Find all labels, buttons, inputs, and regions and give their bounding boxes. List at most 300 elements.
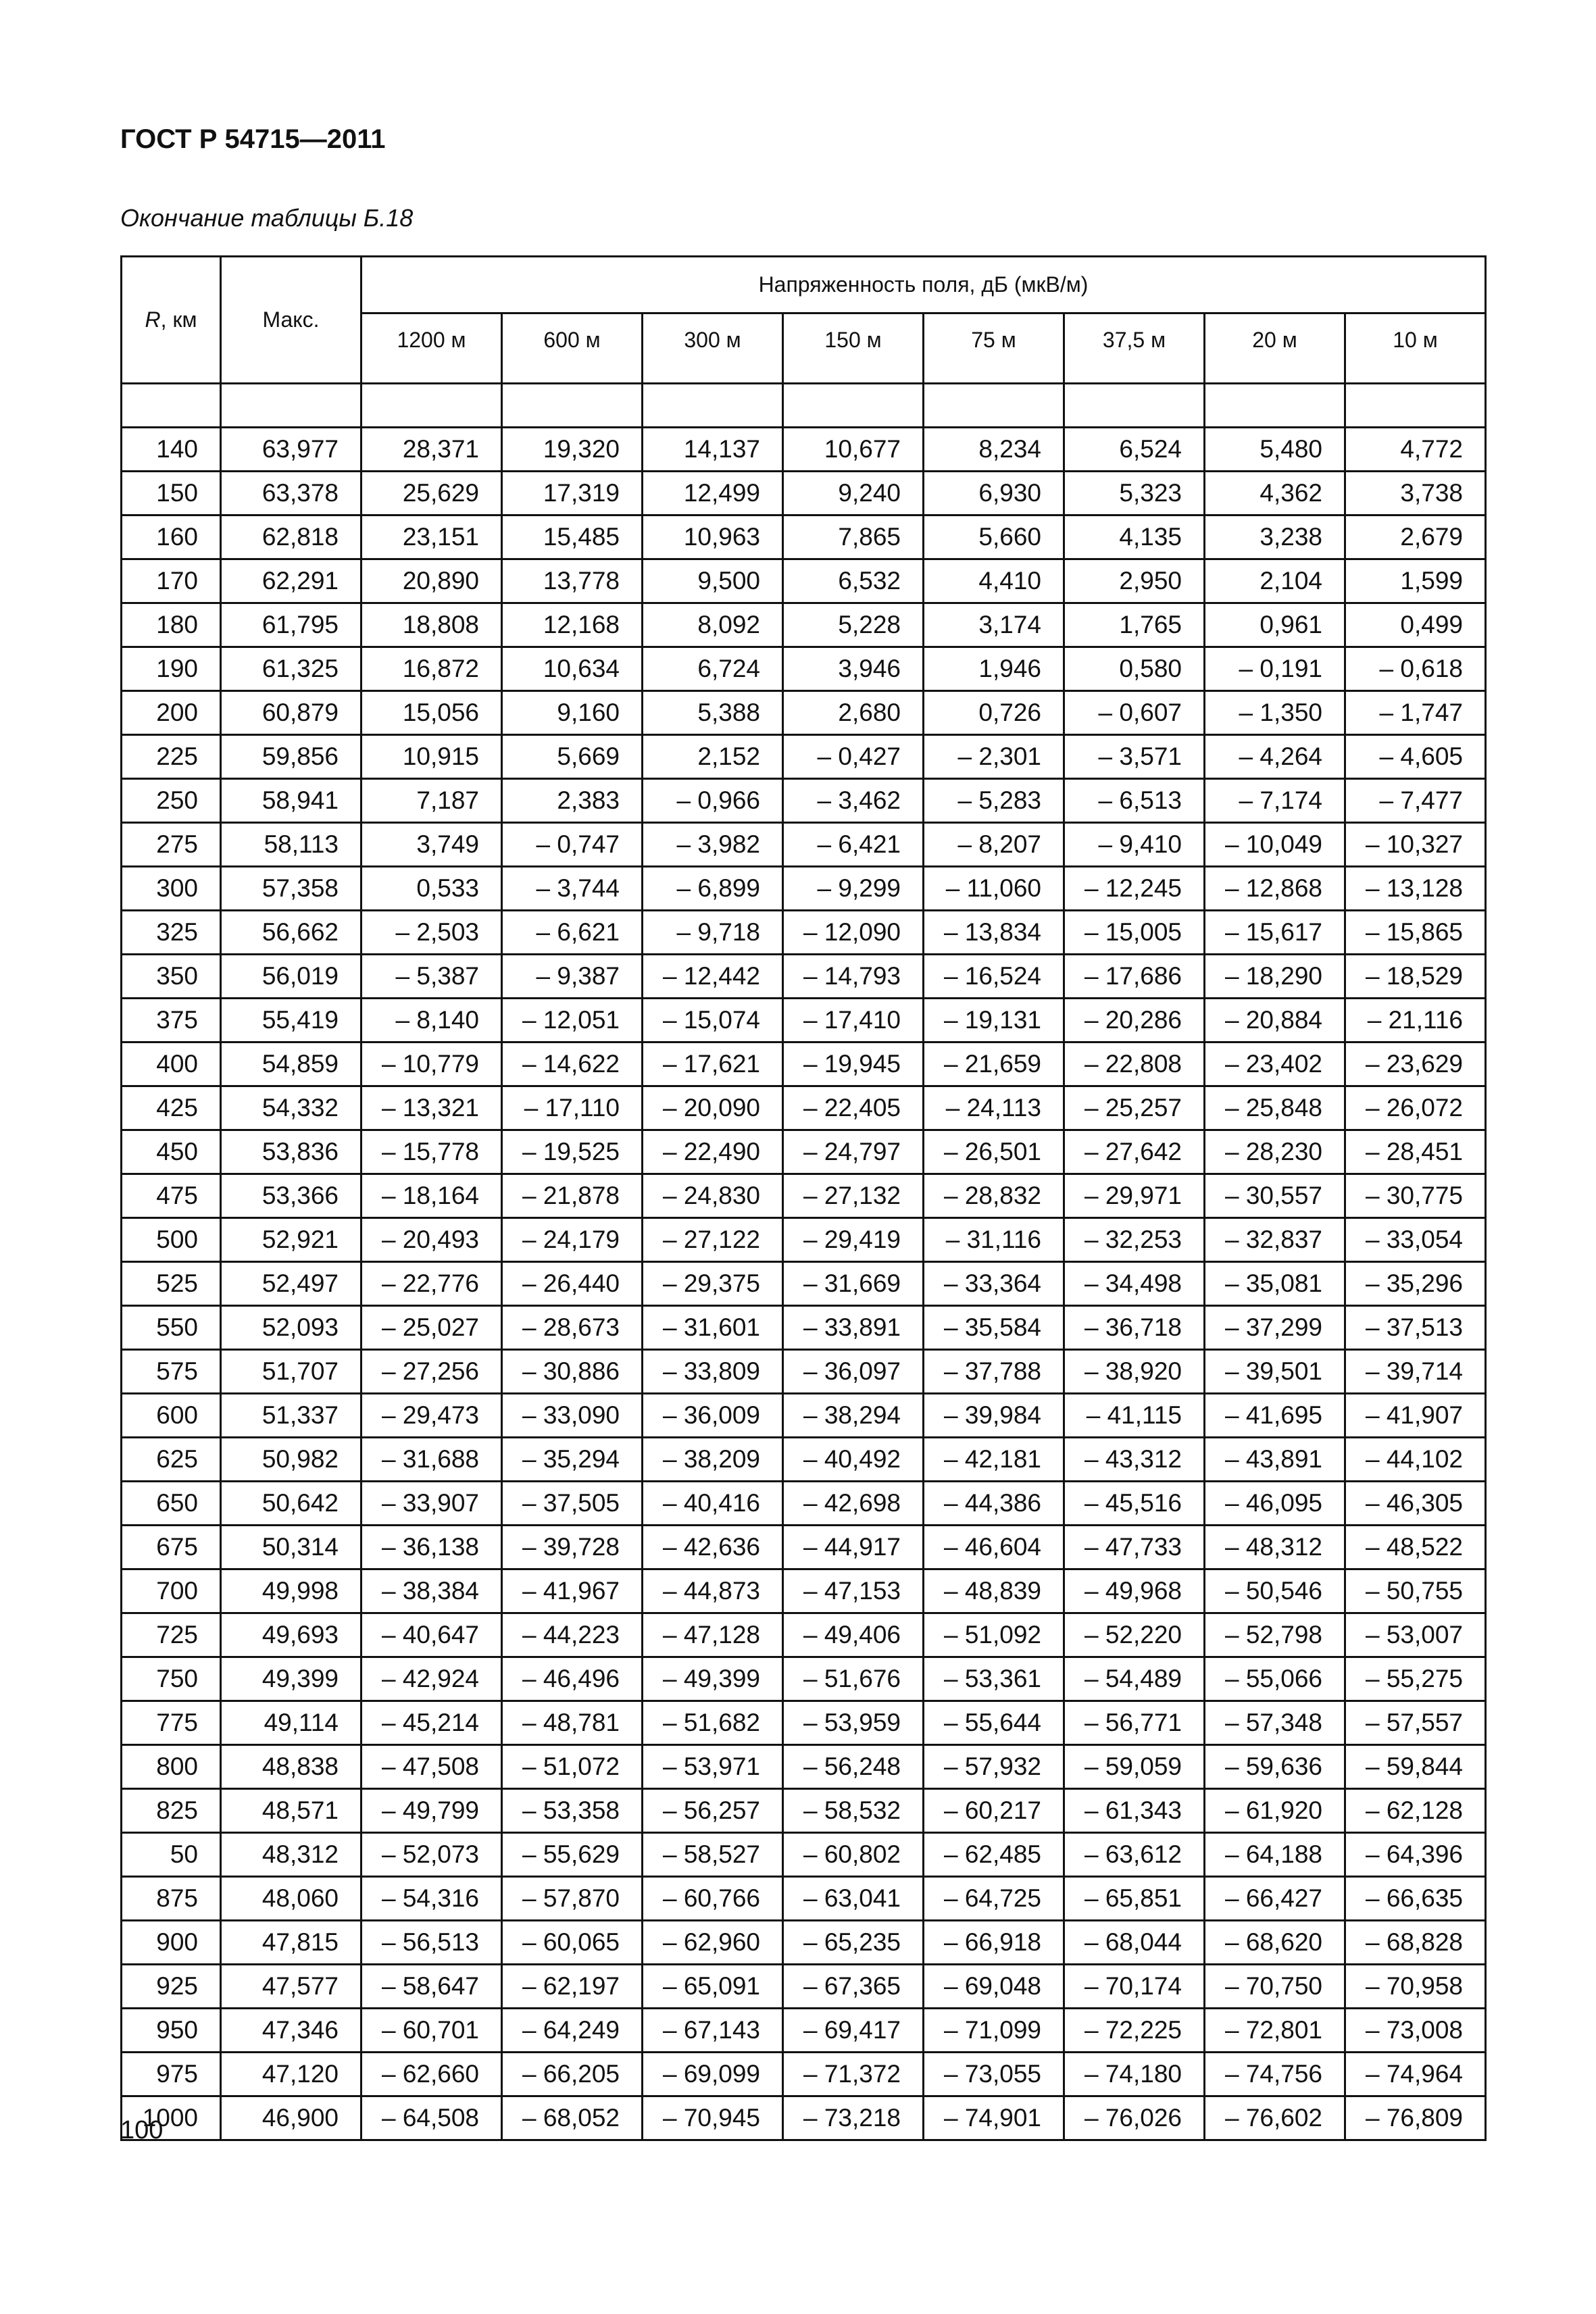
table-row [122,1657,1486,1701]
cell-value: 1,946 [924,647,1064,691]
table-row [122,779,1486,823]
header-spacer-row [122,384,1486,428]
cell-max: 47,815 [221,1921,361,1965]
cell-value: – 55,275 [1345,1657,1486,1701]
cell-value: 6,524 [1064,428,1205,472]
cell-max: 52,093 [221,1306,361,1350]
cell-value: – 8,207 [924,823,1064,867]
cell-value: – 37,513 [1345,1306,1486,1350]
cell-value: – 13,128 [1345,867,1486,911]
cell-value: – 19,945 [783,1042,924,1086]
header-height: 20 м [1205,313,1345,384]
cell-value: – 53,361 [924,1657,1064,1701]
cell-value: – 74,180 [1064,2053,1205,2096]
cell-max: 48,838 [221,1745,361,1789]
cell-value: – 67,365 [783,1965,924,2009]
cell-value: 4,410 [924,559,1064,603]
table-row [122,1613,1486,1657]
cell-value: – 57,348 [1205,1701,1345,1745]
cell-value: – 52,220 [1064,1613,1205,1657]
cell-distance: 450 [122,1130,221,1174]
cell-value: – 35,584 [924,1306,1064,1350]
cell-value: – 17,110 [502,1086,643,1130]
cell-value: – 76,809 [1345,2096,1486,2140]
table-row [122,911,1486,955]
cell-value: – 15,865 [1345,911,1486,955]
cell-max: 49,998 [221,1569,361,1613]
cell-value: – 56,248 [783,1745,924,1789]
cell-distance: 825 [122,1789,221,1833]
cell-max: 56,019 [221,955,361,999]
cell-value: – 62,660 [361,2053,502,2096]
table-row [122,999,1486,1042]
cell-distance: 325 [122,911,221,955]
cell-max: 50,642 [221,1482,361,1526]
cell-value: – 47,733 [1064,1526,1205,1569]
cell-distance: 950 [122,2009,221,2053]
cell-distance: 675 [122,1526,221,1569]
cell-value: – 12,051 [502,999,643,1042]
cell-distance: 400 [122,1042,221,1086]
cell-value: – 42,924 [361,1657,502,1701]
cell-max: 57,358 [221,867,361,911]
cell-value: – 74,964 [1345,2053,1486,2096]
cell-value: 9,160 [502,691,643,735]
cell-value: – 47,153 [783,1569,924,1613]
table-row [122,1350,1486,1394]
cell-value: 8,092 [643,603,783,647]
cell-value: – 27,256 [361,1350,502,1394]
cell-value: – 35,081 [1205,1262,1345,1306]
cell-value: – 39,728 [502,1526,643,1569]
cell-max: 48,060 [221,1877,361,1921]
cell-value: – 70,174 [1064,1965,1205,2009]
cell-distance: 1000 [122,2096,221,2140]
cell-value: – 6,899 [643,867,783,911]
cell-distance: 250 [122,779,221,823]
cell-value: – 3,982 [643,823,783,867]
cell-value: 4,135 [1064,515,1205,559]
cell-value: – 0,966 [643,779,783,823]
table-row [122,1218,1486,1262]
cell-value: – 68,828 [1345,1921,1486,1965]
cell-value: – 56,771 [1064,1701,1205,1745]
cell-value: – 39,714 [1345,1350,1486,1394]
header-field-strength: Напряженность поля, дБ (мкВ/м) [361,257,1486,313]
cell-value: – 32,837 [1205,1218,1345,1262]
cell-value: – 18,529 [1345,955,1486,999]
cell-value: – 28,832 [924,1174,1064,1218]
table-row [122,1438,1486,1482]
cell-value: – 76,602 [1205,2096,1345,2140]
cell-value: 14,137 [643,428,783,472]
cell-value: – 38,209 [643,1438,783,1482]
cell-value: – 31,688 [361,1438,502,1482]
cell-value: – 44,873 [643,1569,783,1613]
header-height: 300 м [643,313,783,384]
cell-value: – 19,131 [924,999,1064,1042]
cell-value: – 15,778 [361,1130,502,1174]
cell-value: – 31,669 [783,1262,924,1306]
header-height: 10 м [1345,313,1486,384]
cell-value: – 23,402 [1205,1042,1345,1086]
cell-value: – 1,350 [1205,691,1345,735]
cell-distance: 650 [122,1482,221,1526]
cell-value: – 17,410 [783,999,924,1042]
cell-value: – 55,066 [1205,1657,1345,1701]
cell-value: – 24,830 [643,1174,783,1218]
cell-value: – 69,099 [643,2053,783,2096]
cell-value: – 52,798 [1205,1613,1345,1657]
table-row [122,559,1486,603]
cell-value: – 21,116 [1345,999,1486,1042]
cell-value: – 20,493 [361,1218,502,1262]
table-row [122,1306,1486,1350]
cell-value: – 12,868 [1205,867,1345,911]
cell-value: – 27,132 [783,1174,924,1218]
cell-value: – 0,618 [1345,647,1486,691]
cell-value: – 41,695 [1205,1394,1345,1438]
table-row [122,1042,1486,1086]
cell-value: – 49,799 [361,1789,502,1833]
cell-value: – 55,644 [924,1701,1064,1745]
cell-value: 0,961 [1205,603,1345,647]
cell-value: – 44,917 [783,1526,924,1569]
cell-value: – 14,622 [502,1042,643,1086]
cell-value: 0,533 [361,867,502,911]
cell-value: – 74,901 [924,2096,1064,2140]
cell-value: – 51,676 [783,1657,924,1701]
cell-value: – 11,060 [924,867,1064,911]
cell-value: – 46,305 [1345,1482,1486,1526]
cell-value: – 73,055 [924,2053,1064,2096]
cell-value: 15,485 [502,515,643,559]
cell-value: – 60,701 [361,2009,502,2053]
cell-value: 12,168 [502,603,643,647]
cell-value: – 71,099 [924,2009,1064,2053]
cell-value: – 49,406 [783,1613,924,1657]
cell-distance: 725 [122,1613,221,1657]
table-row [122,1394,1486,1438]
cell-value: – 67,143 [643,2009,783,2053]
cell-value: – 12,090 [783,911,924,955]
cell-value: – 46,095 [1205,1482,1345,1526]
cell-value: – 30,557 [1205,1174,1345,1218]
cell-value: – 33,809 [643,1350,783,1394]
cell-value: – 29,419 [783,1218,924,1262]
cell-distance: 225 [122,735,221,779]
cell-value: 3,238 [1205,515,1345,559]
table-row [122,823,1486,867]
cell-value: 3,749 [361,823,502,867]
cell-distance: 190 [122,647,221,691]
cell-value: – 61,343 [1064,1789,1205,1833]
cell-value: – 28,451 [1345,1130,1486,1174]
cell-max: 55,419 [221,999,361,1042]
cell-distance: 975 [122,2053,221,2096]
cell-max: 51,707 [221,1350,361,1394]
cell-value: – 63,041 [783,1877,924,1921]
cell-value: – 33,364 [924,1262,1064,1306]
cell-value: 2,950 [1064,559,1205,603]
table-row [122,472,1486,515]
cell-value: – 33,090 [502,1394,643,1438]
cell-value: – 38,384 [361,1569,502,1613]
cell-value: – 42,181 [924,1438,1064,1482]
cell-value: – 70,750 [1205,1965,1345,2009]
cell-value: – 44,386 [924,1482,1064,1526]
cell-value: – 12,245 [1064,867,1205,911]
cell-max: 48,571 [221,1789,361,1833]
cell-value: – 5,283 [924,779,1064,823]
cell-value: – 12,442 [643,955,783,999]
table-row [122,1130,1486,1174]
header-r-unit: , км [160,307,197,332]
cell-distance: 500 [122,1218,221,1262]
cell-max: 50,982 [221,1438,361,1482]
cell-distance: 600 [122,1394,221,1438]
cell-value: – 41,967 [502,1569,643,1613]
cell-max: 59,856 [221,735,361,779]
cell-distance: 425 [122,1086,221,1130]
cell-value: – 53,358 [502,1789,643,1833]
cell-value: – 0,607 [1064,691,1205,735]
cell-max: 58,941 [221,779,361,823]
cell-value: – 14,793 [783,955,924,999]
cell-value: 7,865 [783,515,924,559]
cell-value: – 23,629 [1345,1042,1486,1086]
cell-value: 4,772 [1345,428,1486,472]
cell-value: – 21,659 [924,1042,1064,1086]
cell-value: – 35,296 [1345,1262,1486,1306]
cell-value: – 9,299 [783,867,924,911]
cell-value: 12,499 [643,472,783,515]
cell-value: – 7,477 [1345,779,1486,823]
cell-value: – 24,179 [502,1218,643,1262]
cell-value: – 36,097 [783,1350,924,1394]
cell-value: – 38,920 [1064,1350,1205,1394]
cell-value: – 22,405 [783,1086,924,1130]
cell-value: 2,152 [643,735,783,779]
cell-max: 54,332 [221,1086,361,1130]
cell-value: 18,808 [361,603,502,647]
cell-value: – 38,294 [783,1394,924,1438]
cell-value: – 47,128 [643,1613,783,1657]
cell-value: 5,669 [502,735,643,779]
cell-value: – 7,174 [1205,779,1345,823]
cell-value: – 37,788 [924,1350,1064,1394]
cell-value: – 46,604 [924,1526,1064,1569]
cell-distance: 275 [122,823,221,867]
cell-value: – 40,492 [783,1438,924,1482]
cell-distance: 170 [122,559,221,603]
table-row [122,647,1486,691]
cell-value: – 9,718 [643,911,783,955]
cell-max: 49,693 [221,1613,361,1657]
cell-value: – 3,571 [1064,735,1205,779]
cell-value: – 37,299 [1205,1306,1345,1350]
cell-value: – 70,958 [1345,1965,1486,2009]
cell-value: – 56,513 [361,1921,502,1965]
cell-value: 16,872 [361,647,502,691]
cell-value: – 43,312 [1064,1438,1205,1482]
header-height: 37,5 м [1064,313,1205,384]
cell-max: 49,399 [221,1657,361,1701]
cell-value: – 20,884 [1205,999,1345,1042]
cell-value: – 2,503 [361,911,502,955]
cell-value: – 52,073 [361,1833,502,1877]
cell-value: 10,677 [783,428,924,472]
cell-value: – 60,766 [643,1877,783,1921]
cell-value: – 20,286 [1064,999,1205,1042]
cell-value: – 0,191 [1205,647,1345,691]
cell-distance: 525 [122,1262,221,1306]
cell-value: – 16,524 [924,955,1064,999]
cell-max: 62,818 [221,515,361,559]
cell-value: – 62,197 [502,1965,643,2009]
cell-value: – 58,647 [361,1965,502,2009]
cell-value: – 15,074 [643,999,783,1042]
cell-value: – 51,682 [643,1701,783,1745]
cell-value: – 1,747 [1345,691,1486,735]
cell-value: – 40,647 [361,1613,502,1657]
cell-value: – 20,090 [643,1086,783,1130]
cell-value: 5,388 [643,691,783,735]
table-row [122,603,1486,647]
cell-value: 0,499 [1345,603,1486,647]
cell-distance: 180 [122,603,221,647]
cell-value: 25,629 [361,472,502,515]
cell-value: – 51,072 [502,1745,643,1789]
cell-value: – 31,601 [643,1306,783,1350]
cell-value: 17,319 [502,472,643,515]
cell-value: – 24,797 [783,1130,924,1174]
cell-value: 28,371 [361,428,502,472]
cell-value: – 4,264 [1205,735,1345,779]
cell-value: – 28,673 [502,1306,643,1350]
cell-value: – 56,257 [643,1789,783,1833]
cell-value: 1,765 [1064,603,1205,647]
cell-value: – 25,027 [361,1306,502,1350]
cell-value: – 25,257 [1064,1086,1205,1130]
cell-max: 47,346 [221,2009,361,2053]
cell-value: – 6,621 [502,911,643,955]
cell-value: – 32,253 [1064,1218,1205,1262]
cell-value: – 41,907 [1345,1394,1486,1438]
cell-value: – 65,851 [1064,1877,1205,1921]
cell-value: 10,915 [361,735,502,779]
cell-value: – 62,485 [924,1833,1064,1877]
table-row [122,428,1486,472]
cell-distance: 775 [122,1701,221,1745]
table-row [122,1877,1486,1921]
cell-value: – 60,217 [924,1789,1064,1833]
cell-value: – 49,968 [1064,1569,1205,1613]
cell-value: – 73,218 [783,2096,924,2140]
cell-distance: 575 [122,1350,221,1394]
cell-value: – 29,971 [1064,1174,1205,1218]
table-row [122,1262,1486,1306]
table-row [122,1569,1486,1613]
cell-max: 48,312 [221,1833,361,1877]
cell-value: – 10,049 [1205,823,1345,867]
header-r-symbol: R [145,307,161,332]
cell-max: 61,795 [221,603,361,647]
cell-value: – 36,138 [361,1526,502,1569]
cell-value: – 19,525 [502,1130,643,1174]
table-row [122,1745,1486,1789]
cell-value: – 39,501 [1205,1350,1345,1394]
table-row [122,2009,1486,2053]
cell-distance: 700 [122,1569,221,1613]
table-row [122,867,1486,911]
cell-max: 52,497 [221,1262,361,1306]
cell-max: 62,291 [221,559,361,603]
cell-value: – 9,387 [502,955,643,999]
header-height: 75 м [924,313,1064,384]
header-max: Макс. [221,257,361,384]
cell-distance: 150 [122,472,221,515]
cell-distance: 140 [122,428,221,472]
cell-value: – 53,959 [783,1701,924,1745]
cell-value: – 24,113 [924,1086,1064,1130]
table-row [122,955,1486,999]
cell-value: – 64,188 [1205,1833,1345,1877]
table-row [122,735,1486,779]
table-caption: Окончание таблицы Б.18 [120,204,414,232]
cell-value: – 3,744 [502,867,643,911]
cell-value: – 54,316 [361,1877,502,1921]
cell-value: – 66,427 [1205,1877,1345,1921]
cell-max: 54,859 [221,1042,361,1086]
cell-value: – 28,230 [1205,1130,1345,1174]
cell-value: – 29,473 [361,1394,502,1438]
cell-value: – 33,907 [361,1482,502,1526]
cell-value: – 62,128 [1345,1789,1486,1833]
cell-distance: 550 [122,1306,221,1350]
cell-value: 2,383 [502,779,643,823]
cell-value: – 29,375 [643,1262,783,1306]
cell-value: – 59,059 [1064,1745,1205,1789]
cell-value: – 71,372 [783,2053,924,2096]
cell-value: – 48,839 [924,1569,1064,1613]
cell-value: – 69,417 [783,2009,924,2053]
cell-value: – 35,294 [502,1438,643,1482]
cell-max: 47,120 [221,2053,361,2096]
cell-value: – 17,621 [643,1042,783,1086]
cell-value: 6,930 [924,472,1064,515]
cell-value: 7,187 [361,779,502,823]
cell-value: – 36,718 [1064,1306,1205,1350]
table-row [122,2096,1486,2140]
cell-max: 53,836 [221,1130,361,1174]
cell-value: – 10,779 [361,1042,502,1086]
cell-value: – 45,214 [361,1701,502,1745]
cell-max: 51,337 [221,1394,361,1438]
cell-value: 2,679 [1345,515,1486,559]
document-header: ГОСТ Р 54715—2011 [120,124,386,154]
cell-value: – 74,756 [1205,2053,1345,2096]
cell-value: – 66,205 [502,2053,643,2096]
cell-value: – 45,516 [1064,1482,1205,1526]
table-row [122,1921,1486,1965]
cell-value: – 22,776 [361,1262,502,1306]
cell-value: – 43,891 [1205,1438,1345,1482]
cell-value: – 68,620 [1205,1921,1345,1965]
cell-value: 5,660 [924,515,1064,559]
cell-value: – 39,984 [924,1394,1064,1438]
header-r-km [122,257,221,384]
